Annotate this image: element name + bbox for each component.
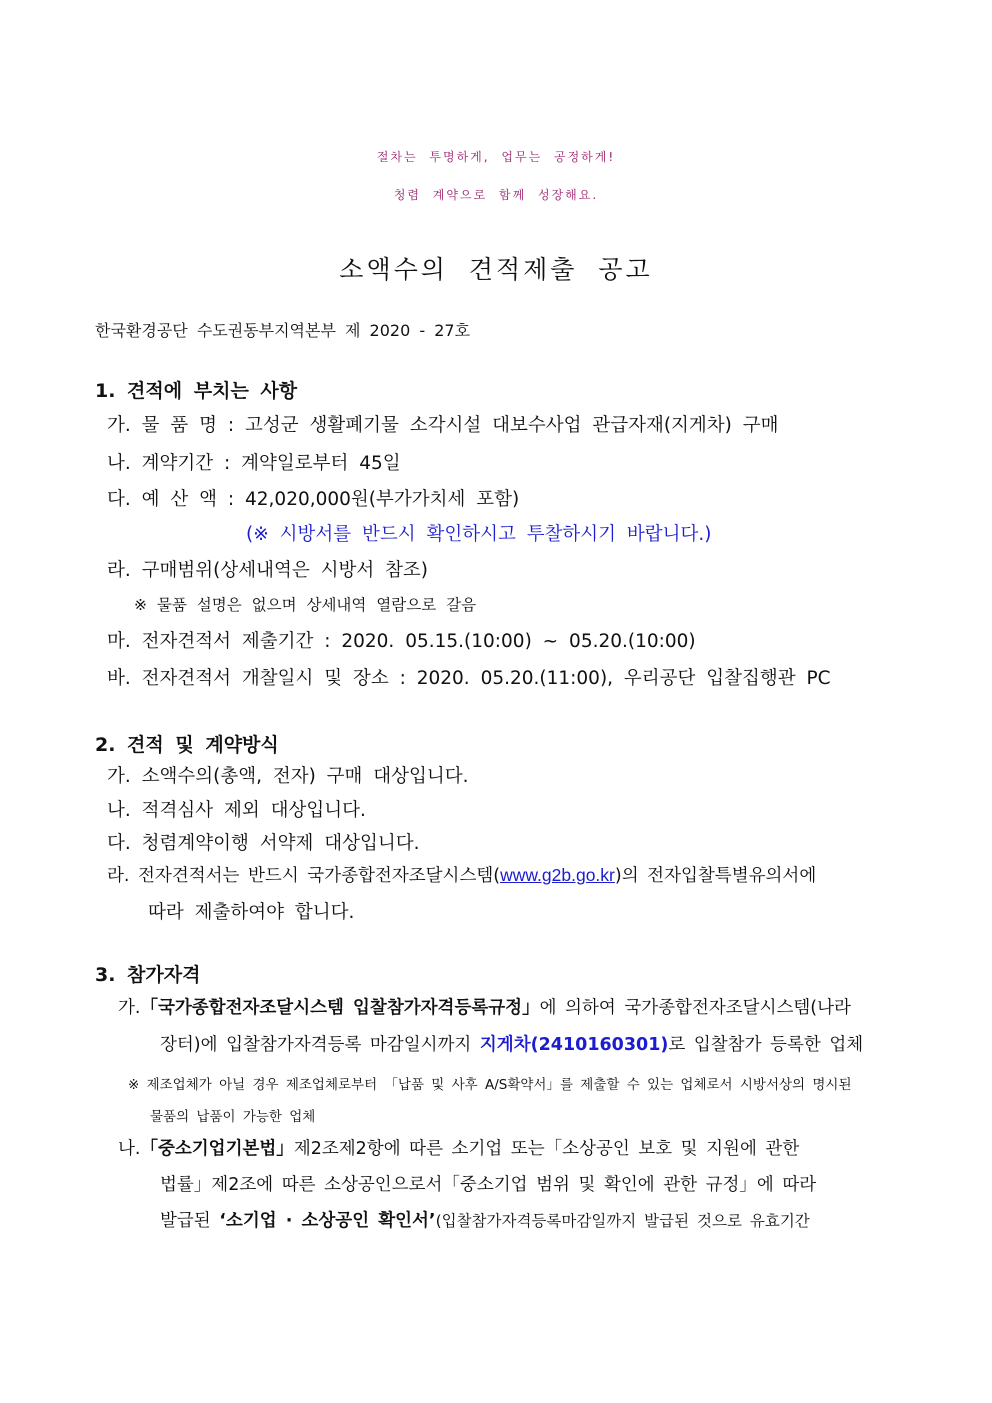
section3-item-na (118, 1135, 799, 1160)
section2-item-da: 다. 청렴계약이행 서약제 대상입니다. (107, 833, 420, 854)
g2b-link[interactable]: www.g2b.go.kr (500, 865, 615, 885)
section3-ga-line2-pre: 장터)에 입찰참가자격등록 마감일시까지 (160, 1035, 480, 1055)
section1-item-ga: 가. 물 품 명 : 고성군 생활폐기물 소각시설 대보수사업 관급자재(지게차) 구매 (107, 415, 779, 436)
section3-na-rest: 제2조제2항에 따른 소기업 또는「소상공인 보호 및 지원에 관한 (293, 1139, 800, 1159)
section2-item-na: 나. 적격심사 제외 대상입니다. (107, 800, 366, 821)
section3-na-certificate: ‘소기업 · 소상공인 확인서’ (219, 1211, 436, 1231)
section1-ra-note: ※ 물품 설명은 없으며 상세내역 열람으로 갈음 (134, 596, 477, 614)
section3-ga-prefix: 가. (118, 998, 141, 1018)
section1-item-da: 다. 예 산 액 : 42,020,000원(부가가치세 포함) (107, 489, 520, 510)
section2-heading: 2. 견적 및 계약방식 (95, 734, 279, 756)
section3-na-line3 (160, 1207, 810, 1232)
page-title: 소액수의 견적제출 공고 (339, 255, 653, 284)
section3-ga-regulation: 「국가종합전자조달시스템 입찰참가자격등록규정」 (140, 998, 540, 1018)
notice-number: 한국환경공단 수도권동부지역본부 제 2020 - 27호 (95, 321, 471, 340)
section3-na-law: 「중소기업기본법」 (140, 1139, 294, 1159)
section1-item-ma: 마. 전자견적서 제출기간 : 2020. 05.15.(10:00) ~ 05.20.(10:00) (107, 631, 696, 652)
section3-ga-note-line1: ※ 제조업체가 아닐 경우 제조업체로부터 「납품 및 사후 A/S확약서」를 제출할 수 있는 업체로서 시방서상의 명시된 (128, 1077, 852, 1093)
section1-heading: 1. 견적에 부치는 사항 (95, 380, 298, 402)
section3-na-line3-post: (입찰참가자격등록마감일까지 발급된 것으로 유효기간 (435, 1212, 810, 1230)
section3-ga-line2-post: 로 입찰참가 등록한 업체 (668, 1035, 864, 1055)
section2-ra-text-post: )의 전자입찰특별유의서에 (614, 866, 817, 886)
section2-item-ra (107, 862, 816, 887)
section1-item-na: 나. 계약기간 : 계약일로부터 45일 (107, 453, 401, 474)
section3-na-line2: 법률」제2조에 따른 소상공인으로서「중소기업 범위 및 확인에 관한 규정」에 따라 (160, 1175, 817, 1195)
section3-ga-line2 (160, 1031, 863, 1056)
slogan-line-2: 청렴 계약으로 함께 성장해요. (393, 188, 599, 202)
section3-ga-rest: 에 의하여 국가종합전자조달시스템(나라 (539, 998, 851, 1018)
section1-item-ra: 라. 구매범위(상세내역은 시방서 참조) (107, 560, 429, 581)
section3-heading: 3. 참가자격 (95, 964, 201, 986)
section2-ra-text-pre: 라. 전자견적서는 반드시 국가종합전자조달시스템( (107, 866, 501, 886)
section3-ga-item-code: 지게차(2410160301) (479, 1035, 669, 1055)
section2-ra-line2: 따라 제출하여야 합니다. (148, 902, 355, 923)
section3-item-ga (118, 994, 851, 1019)
section1-item-ba: 바. 전자견적서 개찰일시 및 장소 : 2020. 05.20.(11:00), 우리공단 입찰집행관 PC (107, 668, 831, 689)
section2-item-ga: 가. 소액수의(총액, 전자) 구매 대상입니다. (107, 766, 469, 787)
slogan-line-1: 절차는 투명하게, 업무는 공정하게! (376, 150, 616, 164)
section3-na-line3-pre: 발급된 (160, 1211, 220, 1231)
section1-da-note: (※ 시방서를 반드시 확인하시고 투찰하시기 바랍니다.) (246, 524, 712, 545)
section3-ga-note-line2: 물품의 납품이 가능한 업체 (150, 1109, 316, 1125)
section3-na-prefix: 나. (118, 1139, 141, 1159)
